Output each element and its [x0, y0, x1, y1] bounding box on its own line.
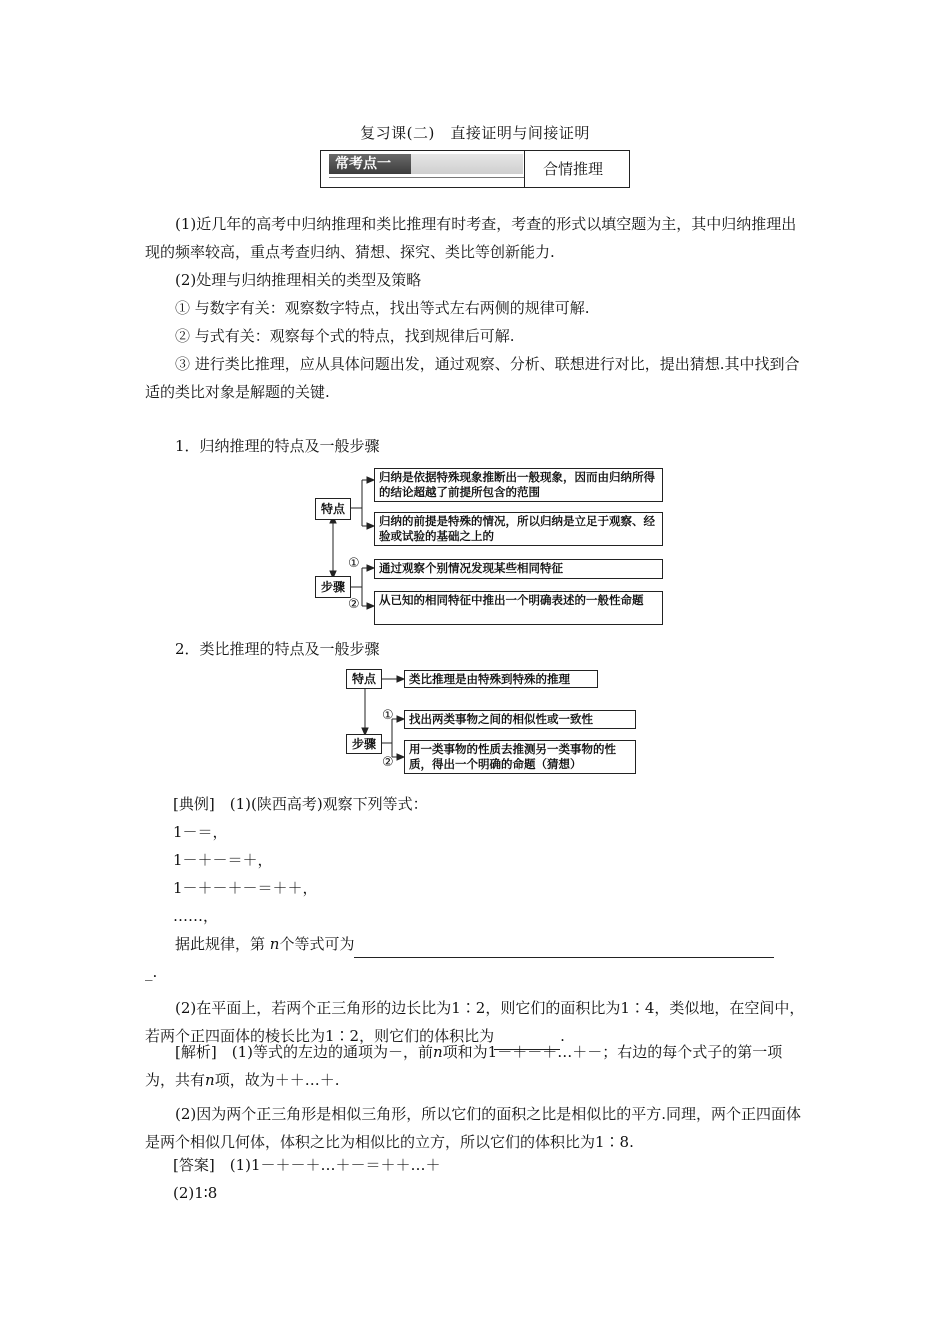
example-question-1	[145, 790, 810, 818]
example-question-1b-post: 个等式可为	[279, 935, 355, 953]
induction-step-box-1: 通过观察个别情况发现某些相同特征	[374, 559, 663, 579]
example-var-n: n	[269, 935, 280, 953]
example-question-1b-pre: 据此规律，第	[175, 935, 266, 953]
intro-paragraph-1: (1)近几年的高考中归纳推理和类比推理有时考查，考查的形式以填空题为主，其中归纳推理出现的频率较高，重点考查归纳、猜想、探究、类比等创新能力.	[145, 215, 797, 261]
example-equation-1: 1－＝，	[173, 823, 228, 841]
topic-tag-divider	[524, 151, 525, 187]
intro-paragraph-4: ② 与式有关：观察每个式的特点，找到规律后可解.	[175, 327, 515, 345]
analysis-p1-c: 项，故为＋＋…＋.	[214, 1071, 340, 1089]
induction-feature-box-1: 归纳是依据特殊现象推断出一般现象，因而由归纳所得的结论超越了前提所包含的范围	[374, 468, 663, 502]
intro-paragraph-5: ③ 进行类比推理，应从具体问题出发，通过观察、分析、联想进行对比，提出猜想.其中找到合适的类比对象是解题的关键.	[145, 355, 800, 401]
example-equation-2: 1－＋－＝＋，	[173, 851, 273, 869]
topic-tag-label: 常考点一	[329, 154, 411, 174]
induction-steps-label: 步骤	[315, 576, 351, 598]
analysis-section	[145, 1038, 810, 1156]
induction-step-marker-1: ①	[348, 556, 360, 571]
section2-heading: 2．类比推理的特点及一般步骤	[175, 640, 380, 658]
example-question-2-end: .	[560, 1027, 565, 1045]
example-question-2-text: (2)在平面上，若两个正三角形的边长比为1∶2，则它们的面积比为1∶4，类似地，在空间中，若两个正四面体的棱长比为1∶2，则它们的体积比为	[145, 999, 805, 1045]
example-equation-4: ……，	[173, 907, 219, 925]
analysis-tag: [解析]	[175, 1043, 217, 1061]
topic-tag-box	[320, 150, 630, 188]
topic-tag-underline	[329, 177, 524, 178]
analysis-p1-a: (1)等式的左边的通项为－，前	[231, 1043, 433, 1061]
analysis-paragraph-1	[145, 1038, 810, 1094]
induction-step-box-2: 从已知的相同特征中推出一个明确表述的一般性命题	[374, 591, 663, 625]
example-question-1b-end: _.	[145, 963, 158, 981]
intro-paragraph-2: (2)处理与归纳推理相关的类型及策略	[175, 271, 422, 289]
analysis-p1-b: 项和为1－＋－＋…＋－；右边的每个式子的第一项为，共有	[145, 1043, 783, 1089]
answer-blank-1	[354, 957, 774, 958]
induction-step-marker-2: ②	[348, 597, 360, 612]
answer-line-1	[145, 1151, 810, 1179]
analogy-step-box-2: 用一类事物的性质去推测另一类事物的性质，得出一个明确的命题（猜想）	[404, 740, 636, 774]
example-tag: [典例]	[173, 795, 215, 813]
example-question-1b	[145, 930, 810, 958]
topic-tag-bar	[411, 154, 523, 174]
intro-section	[145, 210, 810, 406]
answer-tag: [答案]	[173, 1156, 215, 1174]
analogy-steps-label: 步骤	[346, 734, 382, 754]
induction-feature-box-2: 归纳的前提是特殊的情况，所以归纳是立足于观察、经验或试验的基础之上的	[374, 512, 663, 546]
example-section	[145, 790, 810, 1050]
induction-feature-label: 特点	[315, 498, 351, 520]
analogy-step-box-1: 找出两类事物之间的相似性或一致性	[404, 710, 636, 729]
topic-tag-title: 合情推理	[543, 160, 604, 178]
analysis-var-n-1: n	[432, 1043, 443, 1061]
example-question-1-text: (1)(陕西高考)观察下列等式：	[229, 795, 428, 813]
answer-line-2: (2)1∶8	[173, 1184, 218, 1202]
intro-paragraph-3: ① 与数字有关：观察数字特点，找出等式左右两侧的规律可解.	[175, 299, 590, 317]
analysis-paragraph-2: (2)因为两个正三角形是相似三角形，所以它们的面积之比是相似比的平方.同理，两个正四面体是两个相似几何体，体积之比为相似比的立方，所以它们的体积比为1∶8.	[145, 1105, 802, 1151]
analogy-step-marker-1: ①	[382, 708, 394, 723]
page-title: 复习课(二) 直接证明与间接证明	[360, 124, 590, 142]
example-equation-3: 1－＋－＋－＝＋＋，	[173, 879, 318, 897]
analogy-step-marker-2: ②	[382, 755, 394, 770]
section1-heading: 1．归纳推理的特点及一般步骤	[175, 437, 380, 455]
analogy-feature-label: 特点	[346, 669, 382, 689]
analogy-feature-box: 类比推理是由特殊到特殊的推理	[404, 670, 598, 688]
answer-section	[145, 1151, 810, 1207]
answer-1-text: (1)1－＋－＋…＋－＝＋＋…＋	[229, 1156, 441, 1174]
analysis-var-n-2: n	[205, 1071, 215, 1089]
